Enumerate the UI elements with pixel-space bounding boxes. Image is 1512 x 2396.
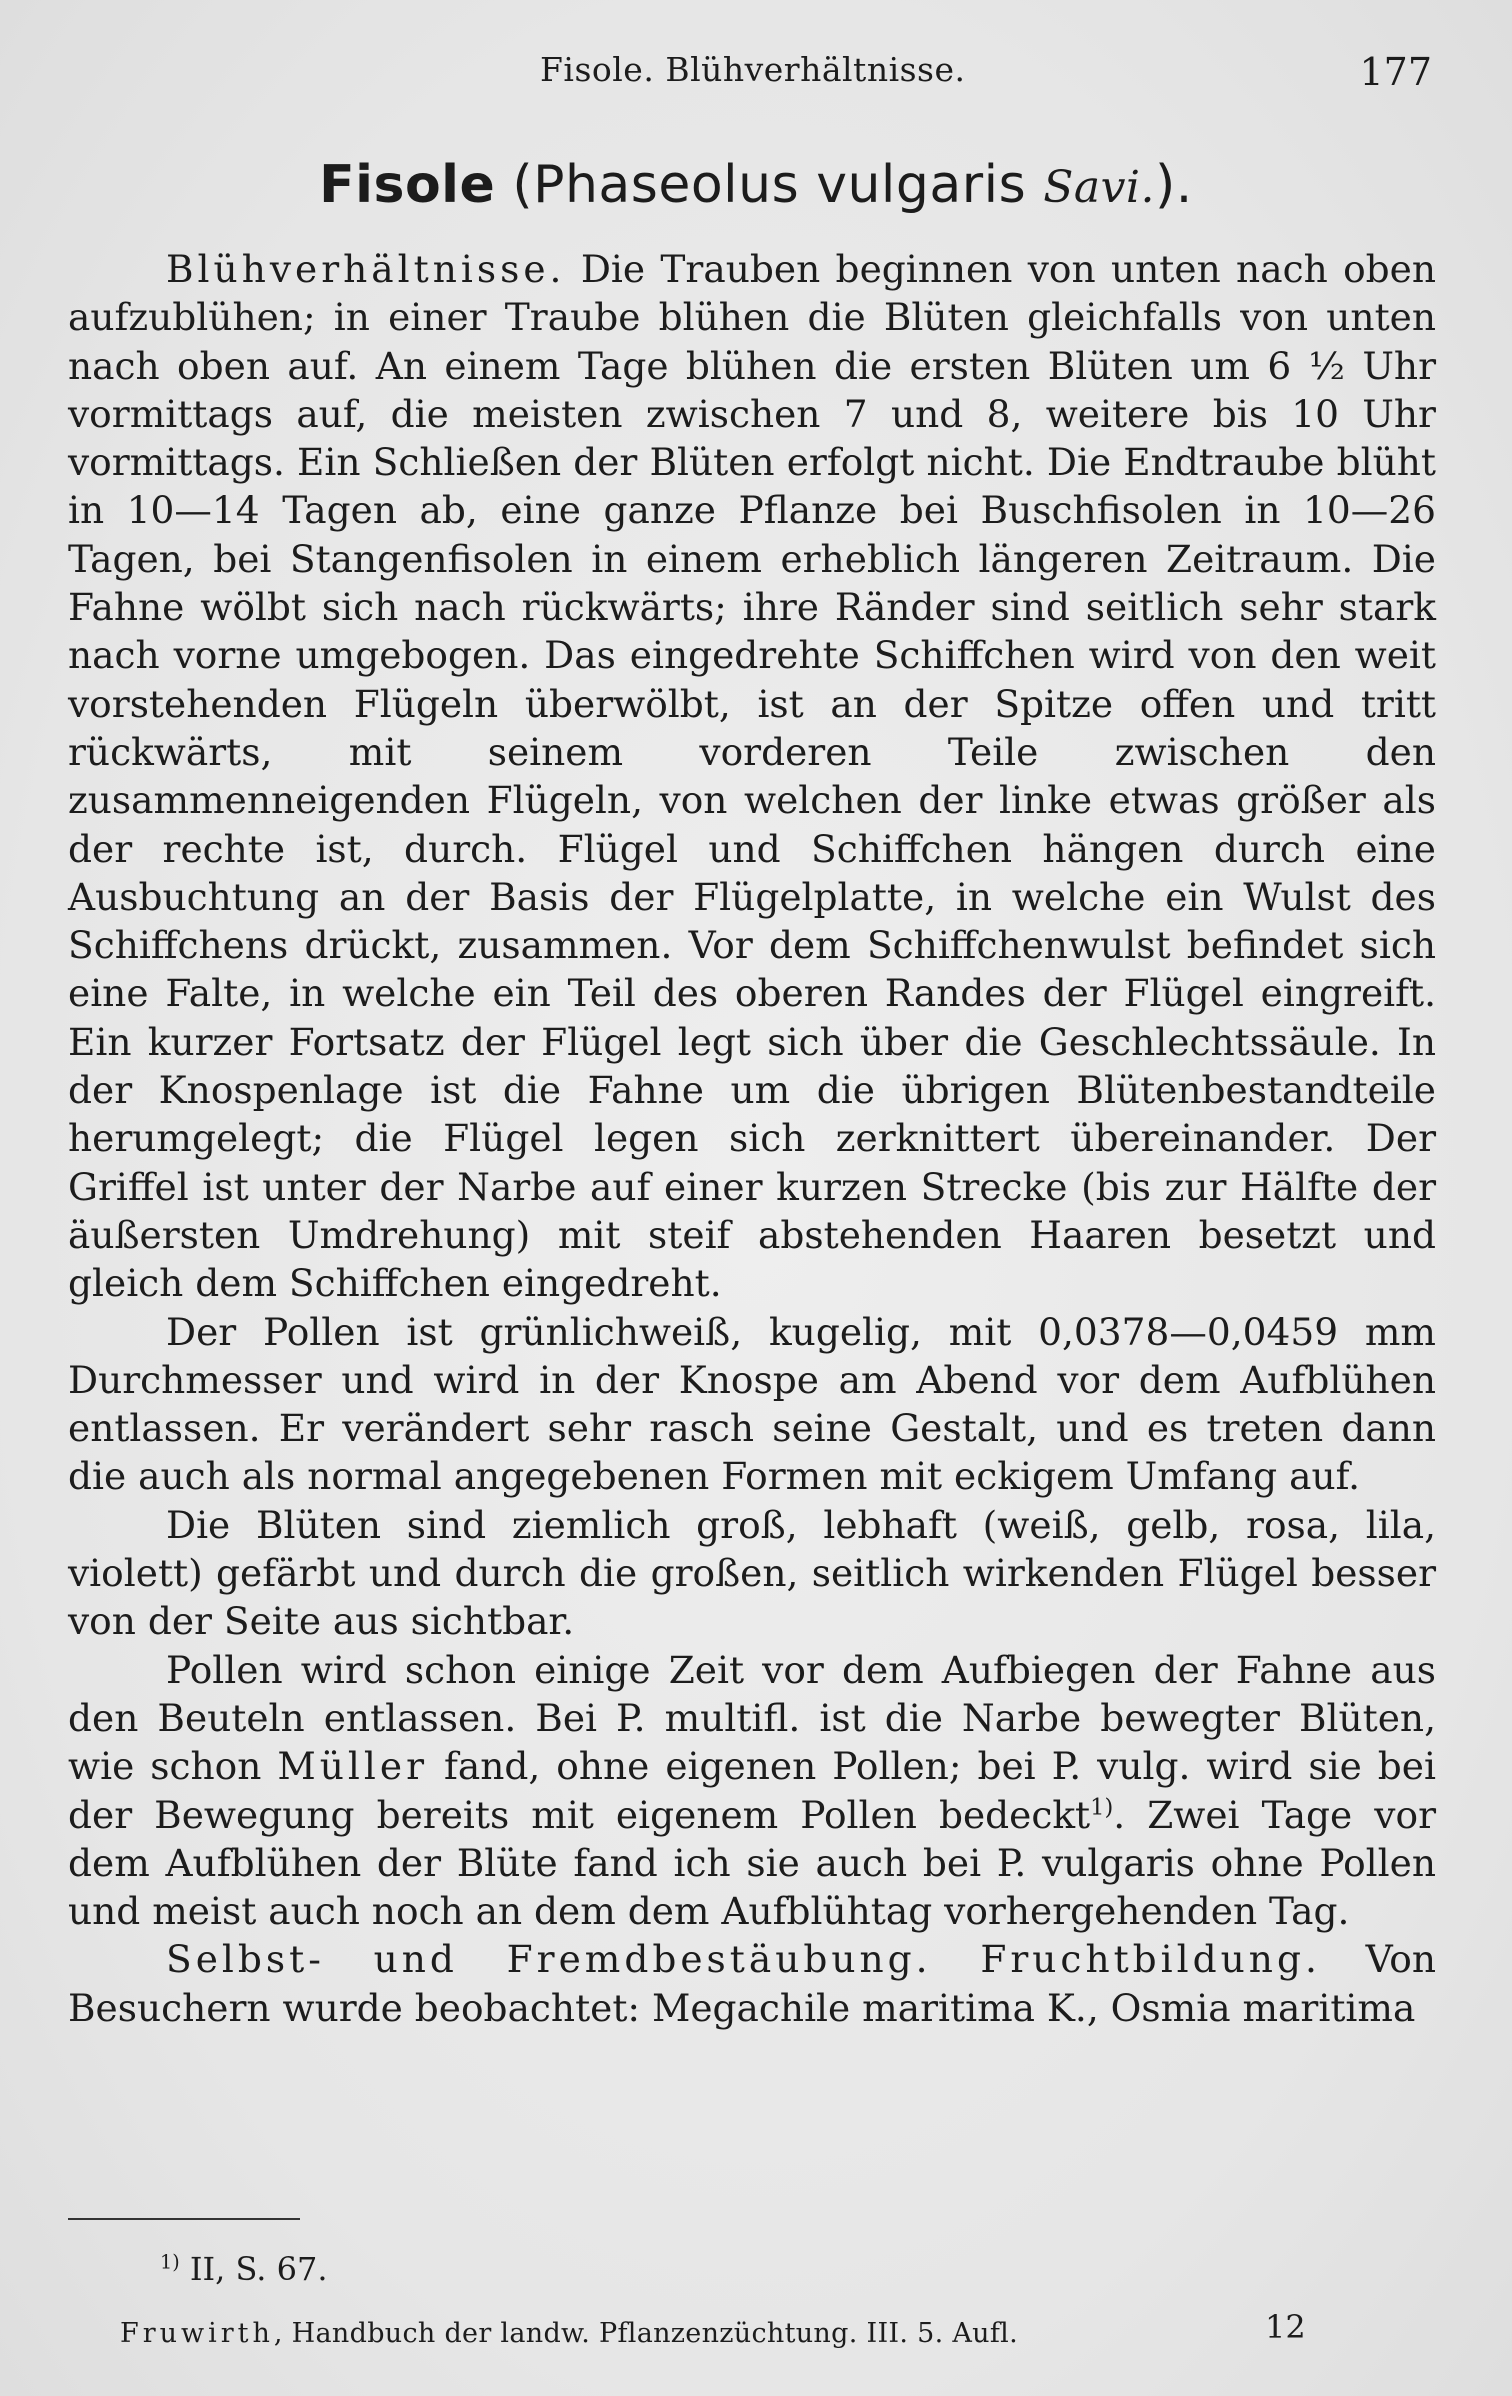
paragraph-text: Pollen wird schon einige Zeit vor dem Aufbiegen der Fahne aus den Beuteln entlassen. Bei P. multifl. ist die Narbe bewegter Blüten, wie schon bbox=[68, 1647, 1436, 1789]
paragraph-text: Der Pollen ist grünlichweiß, kugelig, mit 0,0378—0,0459 mm Durchmesser und wird in der Knospe am Abend vor dem Aufblühen entlassen. Er verändert sehr rasch seine Gestalt, und es treten dann die auch als normal angegebenen Formen mit eckigem Umfang auf. bbox=[68, 1309, 1436, 1499]
title-author: Savi. bbox=[1043, 162, 1155, 213]
paragraph-lead: Selbst- und Fremdbestäubung. Fruchtbildung. bbox=[166, 1937, 1321, 1982]
author-name: Müller bbox=[277, 1744, 429, 1789]
paragraph-pollen bbox=[68, 1308, 1436, 1501]
section-title bbox=[0, 155, 1512, 215]
paragraph-text: Die Blüten sind ziemlich groß, lebhaft (weiß, gelb, rosa, lila, violett) gefärbt und durch die großen, seitlich wirkenden Flügel besser von der Seite aus sichtbar. bbox=[68, 1502, 1436, 1644]
paragraph-blueten bbox=[68, 1501, 1436, 1646]
paragraph-text: Von Besuchern wurde beobachtet: Megachile maritima K., Osmia maritima bbox=[68, 1937, 1436, 2030]
footnote bbox=[160, 2250, 328, 2288]
paragraph-text: fand, ohne eigenen Pollen; bei P. vulg. wird sie bei der Bewegung bereits mit eigenem Pollen bedeckt bbox=[68, 1744, 1436, 1837]
footnote-text: II, S. 67. bbox=[179, 2250, 328, 2288]
paragraph-lead: Blühverhältnisse. bbox=[166, 247, 566, 291]
page-number: 177 bbox=[1359, 50, 1432, 94]
paragraph-bluehverhaeltnisse bbox=[68, 245, 1436, 1308]
running-head bbox=[0, 50, 1512, 100]
paragraph-text: Die Trauben beginnen von unten nach oben aufzublühen; in einer Traube blühen die Blüten gleichfalls von unten nach oben auf. An einem Tage blühen die ersten Blüten um 6 ½ Uhr vormittags auf, die meisten zwischen 7 und 8, weitere bis 10 Uhr vormittags. Ein Schließen der Blüten erfolgt nicht. Die Endtraube blüht in 10—14 Tagen ab, eine ganze Pflanze bei Buschfisolen in 10—26 Tagen, bei Stangenfisolen in einem erheblich längeren Zeitraum. Die Fahne wölbt sich nach rückwärts; ihre Ränder sind seitlich sehr stark nach vorne umgebogen. Das eingedrehte Schiffchen wird von den weit vorstehenden Flügeln überwölbt, ist an der Spitze offen und tritt rückwärts, mit seinem vorderen Teile zwischen den zusammenneigenden Flügeln, von welchen der linke etwas größer als der rechte ist, durch. Flügel und Schiffchen hängen durch eine Ausbuchtung an der Basis der Flügelplatte, in welche ein Wulst des Schiffchens drückt, zusammen. Vor dem Schiffchenwulst befindet sich eine Falte, in welche ein Teil des oberen Randes der Flügel eingreift. Ein kurzer Fortsatz der Flügel legt sich über die Geschlechtssäule. In der Knospenlage ist die Fahne um die übrigen Blütenbestandteile herumgelegt; die Flügel legen sich zerknittert übereinander. Der Griffel ist unter der Narbe auf einer kurzen Strecke (bis zur Hälfte der äußersten Umdrehung) mit steif abstehenden Haaren besetzt und gleich dem Schiffchen eingedreht. bbox=[68, 247, 1436, 1306]
footer-text: , Handbuch der landw. Pflanzenzüchtung. III. 5. Aufl. bbox=[273, 2318, 1018, 2349]
footnote-rule bbox=[68, 2218, 300, 2220]
paragraph-text: . Zwei Tage vor dem Aufblühen der Blüte fand ich sie auch bei P. vulgaris ohne Pollen und meist auch noch an dem dem Aufblühtag vorhergehenden Tag. bbox=[68, 1792, 1436, 1934]
footer-line bbox=[120, 2318, 1018, 2349]
footnote-marker: 1) bbox=[160, 2250, 180, 2274]
title-name: Fisole bbox=[319, 155, 496, 215]
running-title: Fisole. Blühverhältnisse. bbox=[540, 50, 966, 89]
paragraph-bestaeubung bbox=[68, 1935, 1436, 2032]
footer-author: Fruwirth bbox=[120, 2318, 274, 2349]
title-close: ). bbox=[1155, 155, 1193, 215]
title-latin: (Phaseolus vulgaris bbox=[512, 155, 1044, 215]
body-text bbox=[68, 245, 1436, 2032]
footnote-reference: 1) bbox=[1090, 1794, 1114, 1820]
paragraph-pollen-entlassen bbox=[68, 1646, 1436, 1936]
signature-mark: 12 bbox=[1265, 2308, 1306, 2346]
